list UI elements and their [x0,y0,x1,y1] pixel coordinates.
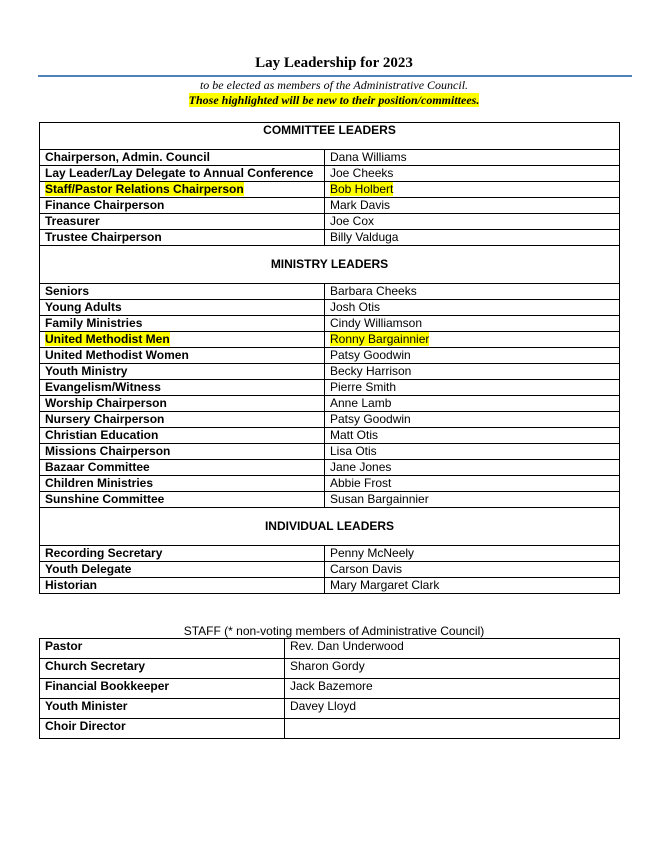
page-title: Lay Leadership for 2023 [255,55,413,71]
staff-role: Financial Bookkeeper [40,679,285,699]
role-label: Family Ministries [45,316,143,330]
table-row [40,380,620,396]
table-row [40,284,620,300]
staff-name [285,719,620,739]
table-row [40,460,620,476]
role-label: United Methodist Women [45,348,189,362]
table-row [40,332,620,348]
table-row [40,546,620,562]
staff-row [40,679,620,699]
person-name: Matt Otis [330,428,379,442]
person-name: Joe Cheeks [330,166,394,180]
role-cell [40,150,325,166]
person-name: Joe Cox [330,214,375,228]
role-cell [40,316,325,332]
person-name: Ronny Bargainnier [330,332,430,346]
table-row [40,182,620,198]
person-name: Barbara Cheeks [330,284,417,298]
role-cell [40,492,325,508]
role-label: Young Adults [45,300,122,314]
role-label: Finance Chairperson [45,198,165,212]
person-name: Patsy Goodwin [330,412,411,426]
person-name: Patsy Goodwin [330,348,411,362]
person-name: Anne Lamb [330,396,392,410]
name-cell [325,214,620,230]
role-cell [40,230,325,246]
person-name: Bob Holbert [330,182,394,196]
role-cell [40,364,325,380]
person-name: Carson Davis [330,562,403,576]
role-cell [40,300,325,316]
name-cell [325,476,620,492]
role-label: Recording Secretary [45,546,163,560]
person-name: Billy Valduga [330,230,399,244]
staff-row [40,699,620,719]
name-cell [325,230,620,246]
highlight-note: Those highlighted will be new to their position/committees. [188,93,480,107]
table-row [40,300,620,316]
role-label: Trustee Chairperson [45,230,162,244]
table-row [40,578,620,594]
name-cell [325,284,620,300]
staff-name: Jack Bazemore [285,679,620,699]
role-cell [40,476,325,492]
table-row [40,412,620,428]
person-name: Penny McNeely [330,546,415,560]
subtitle: to be elected as members of the Administrative Council. [199,78,469,92]
role-cell [40,380,325,396]
section-heading: COMMITTEE LEADERS [40,123,620,150]
table-row [40,198,620,214]
role-cell [40,428,325,444]
role-label: Historian [45,578,98,592]
staff-role: Choir Director [40,719,285,739]
name-cell [325,492,620,508]
role-cell [40,182,325,198]
section-heading: MINISTRY LEADERS [40,246,620,284]
name-cell [325,428,620,444]
role-label: United Methodist Men [45,332,170,346]
role-cell [40,198,325,214]
name-cell [325,182,620,198]
role-cell [40,166,325,182]
person-name: Dana Williams [330,150,407,164]
person-name: Mark Davis [330,198,391,212]
role-cell [40,546,325,562]
role-label: Treasurer [45,214,100,228]
table-row [40,364,620,380]
staff-row [40,659,620,679]
section-header-row [40,246,620,284]
name-cell [325,150,620,166]
role-cell [40,284,325,300]
role-cell [40,412,325,428]
role-label: Staff/Pastor Relations Chairperson [45,182,244,196]
table-row [40,492,620,508]
role-label: Evangelism/Witness [45,380,161,394]
staff-row [40,639,620,659]
person-name: Susan Bargainnier [330,492,429,506]
name-cell [325,396,620,412]
person-name: Josh Otis [330,300,381,314]
name-cell [325,578,620,594]
table-row [40,444,620,460]
table-row [40,476,620,492]
role-cell [40,332,325,348]
role-label: Sunshine Committee [45,492,165,506]
name-cell [325,198,620,214]
name-cell [325,412,620,428]
table-row [40,348,620,364]
role-cell [40,396,325,412]
role-cell [40,214,325,230]
table-row [40,230,620,246]
name-cell [325,562,620,578]
role-label: Bazaar Committee [45,460,150,474]
role-cell [40,578,325,594]
table-row [40,428,620,444]
table-row [40,396,620,412]
staff-role: Youth Minister [40,699,285,719]
staff-role: Pastor [40,639,285,659]
name-cell [325,316,620,332]
highlight-note-line [0,93,668,108]
staff-name: Rev. Dan Underwood [285,639,620,659]
role-label: Children Ministries [45,476,154,490]
name-cell [325,332,620,348]
role-cell [40,562,325,578]
role-label: Youth Ministry [45,364,128,378]
name-cell [325,460,620,476]
name-cell [325,380,620,396]
staff-name: Sharon Gordy [285,659,620,679]
role-label: Chairperson, Admin. Council [45,150,210,164]
staff-role: Church Secretary [40,659,285,679]
role-cell [40,444,325,460]
role-cell [40,348,325,364]
role-label: Missions Chairperson [45,444,171,458]
role-label: Christian Education [45,428,159,442]
name-cell [325,546,620,562]
section-heading: INDIVIDUAL LEADERS [40,508,620,546]
role-cell [40,460,325,476]
person-name: Cindy Williamson [330,316,423,330]
staff-caption: STAFF (* non-voting members of Administrative Council) [183,624,485,638]
table-row [40,562,620,578]
person-name: Abbie Frost [330,476,392,490]
staff-name: Davey Lloyd [285,699,620,719]
role-label: Seniors [45,284,90,298]
table-row [40,166,620,182]
name-cell [325,300,620,316]
role-label: Nursery Chairperson [45,412,165,426]
section-header-row [40,508,620,546]
person-name: Mary Margaret Clark [330,578,440,592]
name-cell [325,166,620,182]
name-cell [325,364,620,380]
staff-row [40,719,620,739]
table-row [40,316,620,332]
role-label: Youth Delegate [45,562,132,576]
person-name: Pierre Smith [330,380,397,394]
leaders-table [39,122,620,594]
person-name: Becky Harrison [330,364,412,378]
name-cell [325,348,620,364]
section-header-row [40,123,620,150]
role-label: Lay Leader/Lay Delegate to Annual Conference [45,166,314,180]
name-cell [325,444,620,460]
role-label: Worship Chairperson [45,396,167,410]
title-rule [38,75,632,77]
table-row [40,214,620,230]
person-name: Jane Jones [330,460,392,474]
staff-table [39,638,620,739]
person-name: Lisa Otis [330,444,377,458]
table-row [40,150,620,166]
